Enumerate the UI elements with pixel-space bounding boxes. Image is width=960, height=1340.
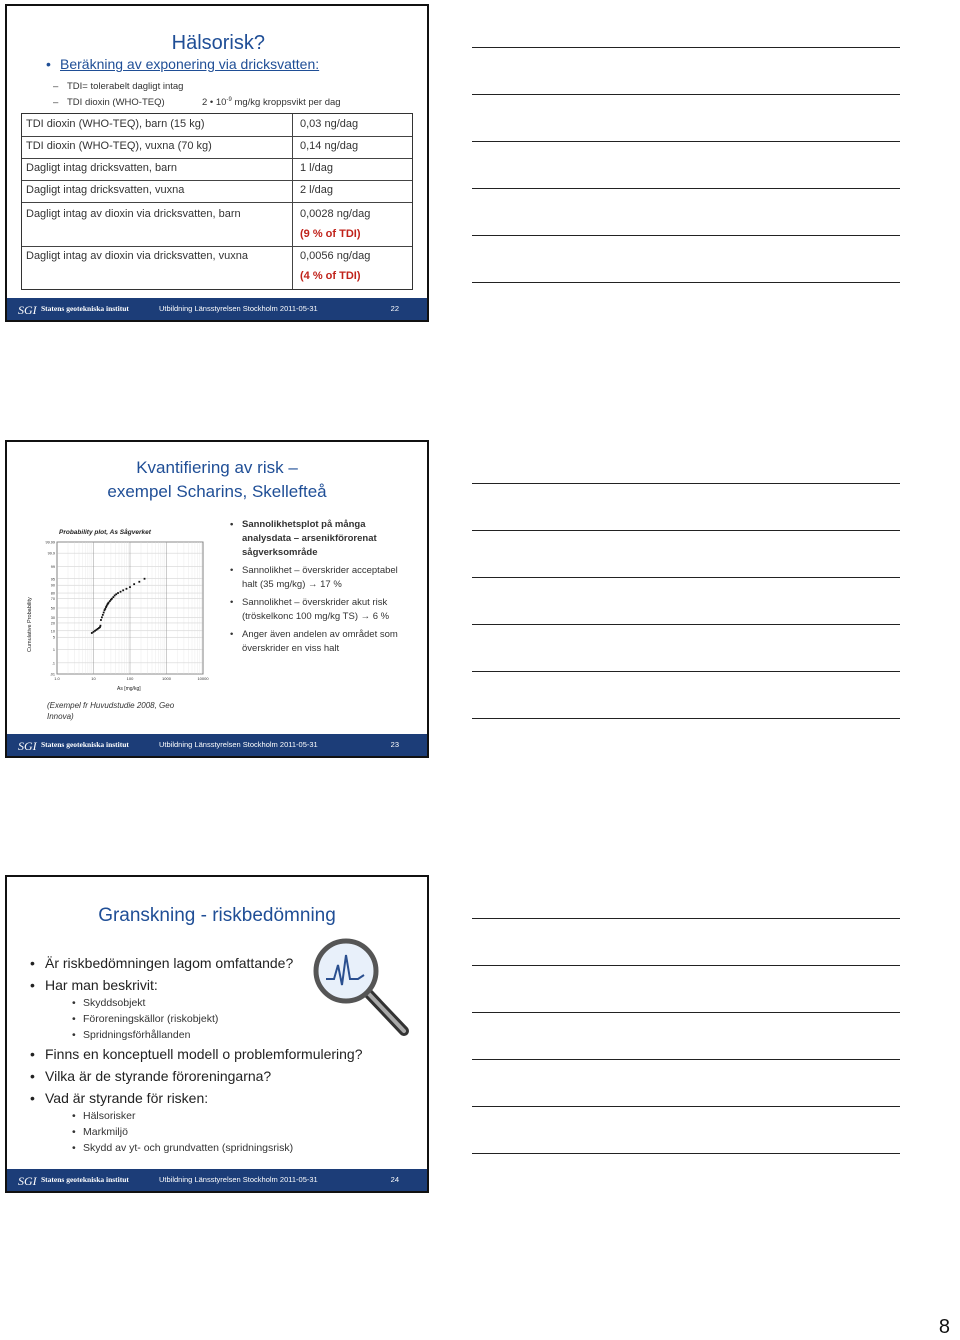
chart-title: Probability plot, As Sågverket	[59, 529, 151, 536]
notes-line	[472, 1059, 900, 1060]
notes-line	[472, 718, 900, 719]
table-cell-label: TDI dioxin (WHO-TEQ), vuxna (70 kg)	[26, 140, 212, 152]
notes-line	[472, 1106, 900, 1107]
sgi-logo-icon	[17, 1171, 39, 1188]
chart-ylabel: Cumulative Probability	[27, 597, 33, 652]
table-cell-value: 0,0056 ng/dag	[300, 250, 371, 262]
x-tick-label: 100	[126, 676, 134, 681]
table-cell-value: 0,03 ng/dag	[300, 118, 359, 130]
y-tick-label: 5	[52, 635, 55, 640]
slide-title: Hälsorisk?	[171, 32, 265, 54]
table-cell-label: Dagligt intag av dioxin via dricksvatten, vuxna	[26, 250, 248, 262]
slide-footer	[7, 734, 427, 756]
y-tick-label: 10	[50, 629, 55, 634]
notes-line	[472, 577, 900, 578]
question-omfattande: • Är riskbedömningen lagom omfattande?	[45, 955, 293, 971]
y-tick-label: 99.99	[45, 540, 55, 545]
sgi-logo-icon	[17, 736, 39, 753]
slide-title: Granskning - riskbedömning	[98, 905, 336, 926]
data-point	[112, 596, 114, 598]
table-cell-value: 0,0028 ng/dag	[300, 208, 371, 220]
data-point	[133, 583, 135, 585]
slide-22	[5, 4, 429, 322]
notes-line	[472, 47, 900, 48]
list-item: • Skyddsobjekt	[83, 997, 145, 1009]
table-cell-label: Dagligt intag dricksvatten, barn	[26, 162, 178, 174]
sgi-logo-icon	[17, 300, 39, 317]
tdi-percent-vuxna: (4 % of TDI)	[300, 270, 361, 282]
sub-bullet-tdi-dioxin: – TDI dioxin (WHO-TEQ)	[67, 97, 165, 108]
y-tick-label: 1	[52, 647, 55, 652]
table-cell-value: 0,14 ng/dag	[300, 140, 359, 152]
y-tick-label: .1	[51, 661, 55, 666]
list-item: • Skydd av yt- och grundvatten (spridningsrisk)	[83, 1142, 293, 1154]
footer-course: Utbildning Länsstyrelsen Stockholm 2011-05-31	[159, 304, 318, 313]
question-konceptuell-modell: • Finns en konceptuell modell o problemformulering?	[45, 1046, 363, 1062]
notes-line	[472, 141, 900, 142]
slide-title: Kvantifiering av risk –	[136, 458, 298, 477]
notes-line	[472, 530, 900, 531]
exposure-table	[21, 113, 413, 290]
footer-org: Statens geotekniska institut	[41, 740, 129, 749]
list-item: • Spridningsförhållanden	[83, 1029, 190, 1041]
bullet-sannolikhetsplot: • Sannolikhetsplot på många analysdata – arsenikförorenat sågverksområde	[242, 518, 407, 560]
page-number: 8	[938, 1316, 950, 1338]
question-beskrivit: • Har man beskrivit:	[45, 977, 158, 993]
data-point	[102, 614, 104, 616]
svg-text:SGI: SGI	[18, 1174, 37, 1188]
slide-23	[5, 440, 429, 758]
notes-line	[472, 918, 900, 919]
footer-course: Utbildning Länsstyrelsen Stockholm 2011-05-31	[159, 1175, 318, 1184]
notes-line	[472, 1153, 900, 1154]
list-item: • Föroreningskällor (riskobjekt)	[83, 1013, 218, 1025]
table-cell-value: 1 l/dag	[300, 162, 334, 174]
footer-course: Utbildning Länsstyrelsen Stockholm 2011-05-31	[159, 740, 318, 749]
table-cell-label: TDI dioxin (WHO-TEQ), barn (15 kg)	[26, 118, 205, 130]
slide-subtitle: exempel Scharins, Skellefteå	[107, 482, 327, 501]
probability-plot	[19, 524, 207, 692]
data-point	[111, 598, 113, 600]
y-tick-label: 99.9	[47, 551, 55, 556]
data-point	[122, 589, 124, 591]
data-point	[103, 612, 105, 614]
notes-line	[472, 94, 900, 95]
list-item: • Hälsorisker	[83, 1110, 136, 1122]
footer-org: Statens geotekniska institut	[41, 304, 129, 313]
bullet-andel: • Anger även andelen av området som överskrider en viss halt	[242, 628, 407, 656]
question-styrande-fororeningar: • Vilka är de styrande föroreningarna?	[45, 1068, 271, 1084]
notes-line	[472, 483, 900, 484]
source-caption: (Exempel fr Huvudstudie 2008, Geo Innova)	[47, 701, 175, 721]
data-point	[100, 619, 102, 621]
y-tick-label: 50	[50, 606, 55, 611]
y-tick-label: 20	[50, 621, 55, 626]
notes-line	[472, 188, 900, 189]
data-point	[126, 588, 128, 590]
tdi-percent-barn: (9 % of TDI)	[300, 228, 361, 240]
y-tick-label: 90	[50, 583, 55, 588]
data-point	[91, 632, 93, 634]
sub-bullet-tdi: – TDI= tolerabelt dagligt intag	[67, 81, 183, 92]
data-point	[101, 616, 103, 618]
notes-line	[472, 965, 900, 966]
list-item: • Markmiljö	[83, 1126, 128, 1138]
y-tick-label: 70	[50, 597, 55, 602]
notes-line	[472, 235, 900, 236]
notes-line	[472, 1012, 900, 1013]
notes-line	[472, 624, 900, 625]
slide-number: 22	[390, 304, 399, 313]
question-styrande-risk: • Vad är styrande för risken:	[45, 1090, 208, 1106]
tdi-dioxin-value: 2 • $10^{-9}$ mg/kg kroppsvikt per dag	[202, 97, 341, 109]
main-bullet: • Beräkning av exponering via dricksvatten:	[60, 56, 319, 72]
footer-org: Statens geotekniska institut	[41, 1175, 129, 1184]
y-tick-label: 95	[50, 577, 55, 582]
x-tick-label: 1.0	[54, 676, 60, 681]
magnifying-glass-icon	[310, 935, 410, 1037]
x-tick-label: 1000	[162, 676, 171, 681]
data-point	[138, 581, 140, 583]
data-point	[120, 591, 122, 593]
table-cell-label: Dagligt intag av dioxin via dricksvatten, barn	[26, 208, 241, 220]
data-point	[129, 586, 131, 588]
svg-text:SGI: SGI	[18, 739, 37, 753]
y-tick-label: 30	[50, 615, 55, 620]
slide-footer	[7, 298, 427, 320]
slide-24	[5, 875, 429, 1193]
notes-line	[472, 671, 900, 672]
x-tick-label: 10	[91, 676, 96, 681]
y-tick-label: 99	[50, 565, 55, 570]
x-tick-label: 10000	[197, 676, 209, 681]
data-point	[114, 595, 116, 597]
data-point	[104, 608, 106, 610]
slide-footer	[7, 1169, 427, 1191]
bullet-acceptabel-halt: • Sannolikhet – överskrider acceptabel halt (35 mg/kg) → 17 %	[242, 564, 412, 592]
notes-line	[472, 282, 900, 283]
slide-number: 23	[390, 740, 399, 749]
data-point	[115, 593, 117, 595]
table-cell-value: 2 l/dag	[300, 184, 334, 196]
slide-number: 24	[390, 1175, 399, 1184]
svg-text:SGI: SGI	[18, 303, 37, 317]
data-point	[100, 625, 102, 627]
table-cell-label: Dagligt intag dricksvatten, vuxna	[26, 184, 185, 196]
chart-xlabel: As [mg/kg]	[117, 686, 141, 692]
bullet-akut-risk: • Sannolikhet – överskrider akut risk (tröskelkonc 100 mg/kg TS) → 6 %	[242, 596, 412, 624]
data-point	[117, 592, 119, 594]
data-point	[144, 578, 146, 580]
y-tick-label: .01	[49, 672, 55, 677]
y-tick-label: 80	[50, 591, 55, 596]
